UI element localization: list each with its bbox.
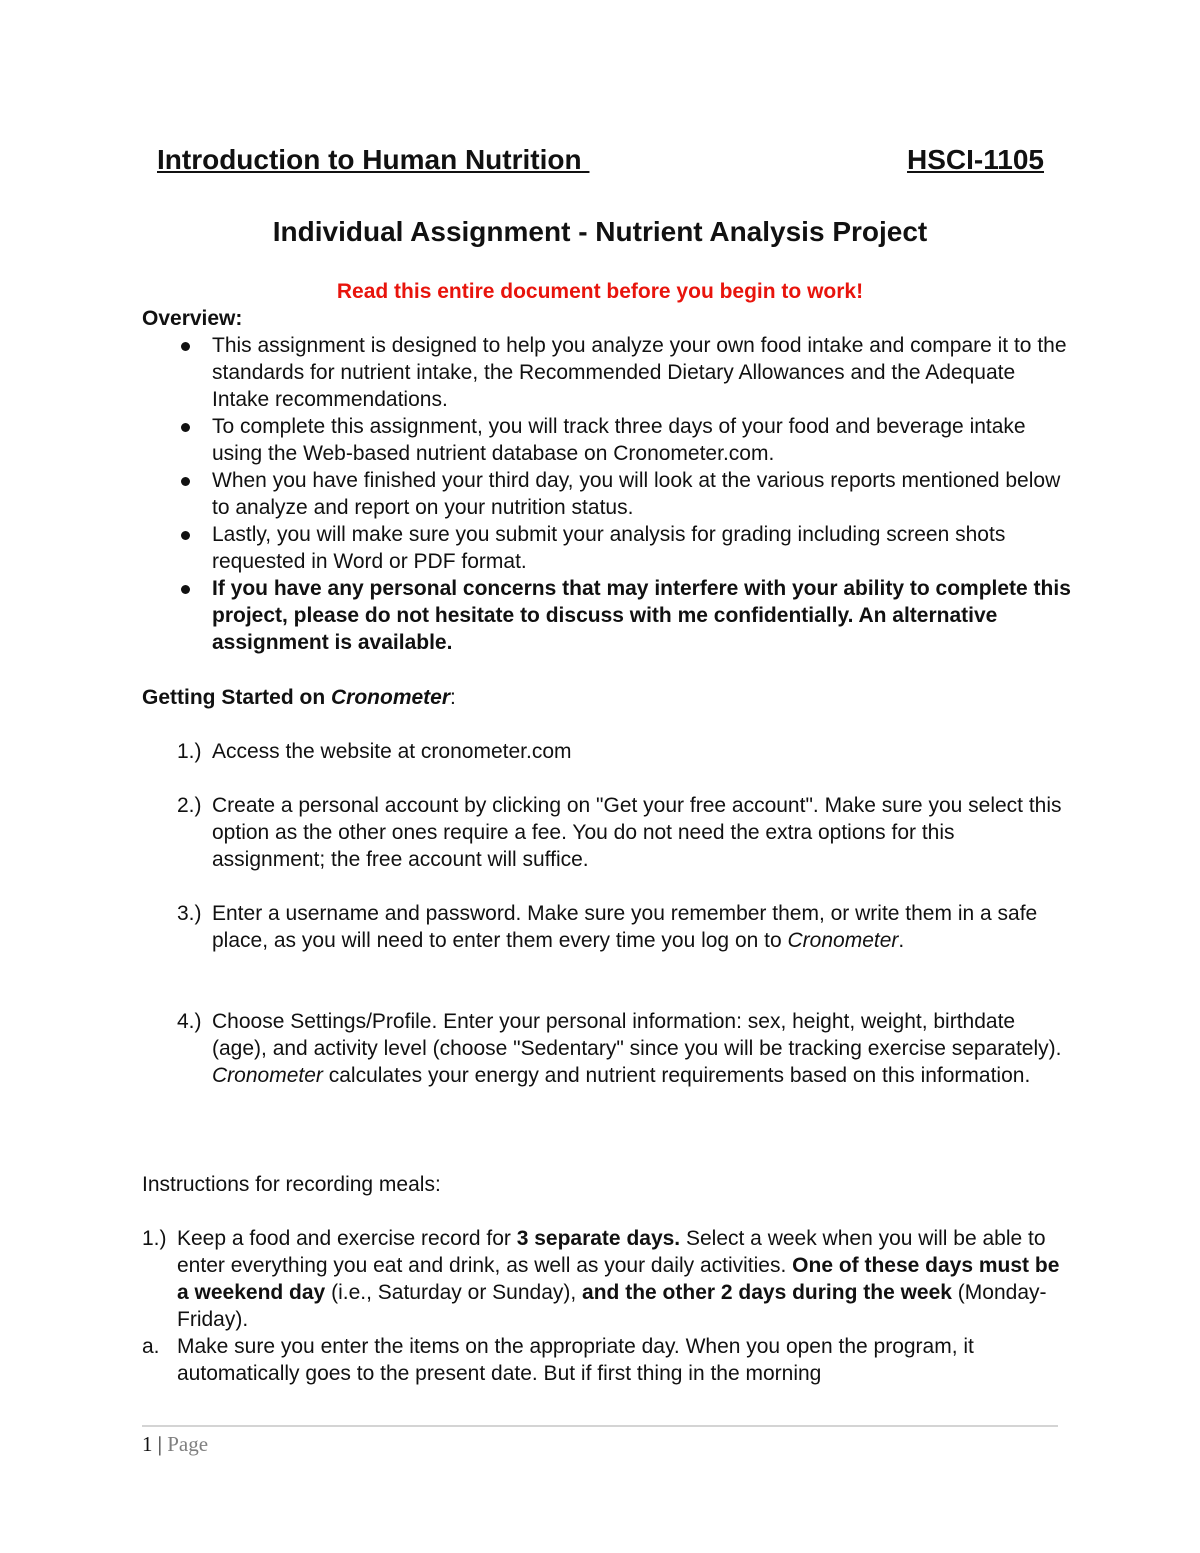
document-title: Individual Assignment - Nutrient Analysis Project [272, 216, 928, 247]
list-item: This assignment is designed to help you analyze your own food intake and compare it to the standards for nutrient intake, the Recommended Dietary Allowances and the Adequate Intake recommendations. [142, 332, 1072, 413]
page-label: Page [167, 1432, 209, 1456]
bullet-icon [181, 531, 190, 540]
getting-started-heading: Getting Started on Cronometer: [142, 686, 456, 709]
list-item: When you have finished your third day, you will look at the various reports mentioned below to analyze and report on your nutrition status. [142, 467, 1072, 521]
list-item: If you have any personal concerns that may interfere with your ability to complete this project, please do not hesitate to discuss with me confidentially. An alternative assignment is available. [142, 575, 1072, 656]
step-3: 3.) Enter a username and password. Make sure you remember them, or write them in a safe place, as you will need to enter them every time you log on to Cronometer. [177, 902, 1038, 952]
recording-sub-a: a. Make sure you enter the items on the appropriate day. When you open the program, it automatically goes to the present date. But if first thing in the morning [142, 1335, 974, 1385]
recording-heading: Instructions for recording meals: [142, 1173, 441, 1196]
course-name: Introduction to Human Nutrition [157, 144, 582, 175]
list-item: To complete this assignment, you will track three days of your food and beverage intake using the Web-based nutrient database on Cronometer.com. [142, 413, 1072, 467]
overview-section [142, 305, 1072, 656]
course-code: HSCI-1105 [907, 144, 1044, 175]
getting-started-section [142, 684, 1072, 711]
list-item: Lastly, you will make sure you submit your analysis for grading including screen shots requested in Word or PDF format. [142, 521, 1072, 575]
bullet-icon [181, 477, 190, 486]
step-4: 4.) Choose Settings/Profile. Enter your personal information: sex, height, weight, birthdate (age), and activity level (choose "Sedentary" since you will be tracking exercise separately). Cronometer calculates your energy and nutrient requirements based on this information. [177, 1010, 1062, 1087]
bullet-icon [181, 342, 190, 351]
step-2: 2.) Create a personal account by clicking on "Get your free account". Make sure you select this option as the other ones require a fee. You do not need the extra options for this assignment; the free account will suffice. [177, 794, 1062, 871]
page-number: 1 [142, 1432, 153, 1456]
course-header [157, 142, 1044, 178]
warning-text: Read this entire document before you begin to work! [336, 280, 864, 303]
bullet-icon [181, 585, 190, 594]
overview-heading: Overview: [142, 307, 243, 330]
overview-list [142, 332, 1072, 656]
recording-step-1: 1.) Keep a food and exercise record for 3 separate days. Select a week when you will be able to enter everything you eat and drink, as well as your daily activities. One of these days must be a weekend day (i.e., Saturday or Sunday), and the other 2 days during the week (Monday-Friday). a. Make sure you enter the items on the appropriate day. When you open the program, it automatically goes to the present date. But if first thing in the morning [142, 1225, 1072, 1387]
step-1: 1.) Access the website at cronometer.com [177, 740, 572, 763]
footer-divider [142, 1425, 1058, 1427]
page-footer: 1 | Page [142, 1432, 209, 1456]
bullet-icon [181, 423, 190, 432]
